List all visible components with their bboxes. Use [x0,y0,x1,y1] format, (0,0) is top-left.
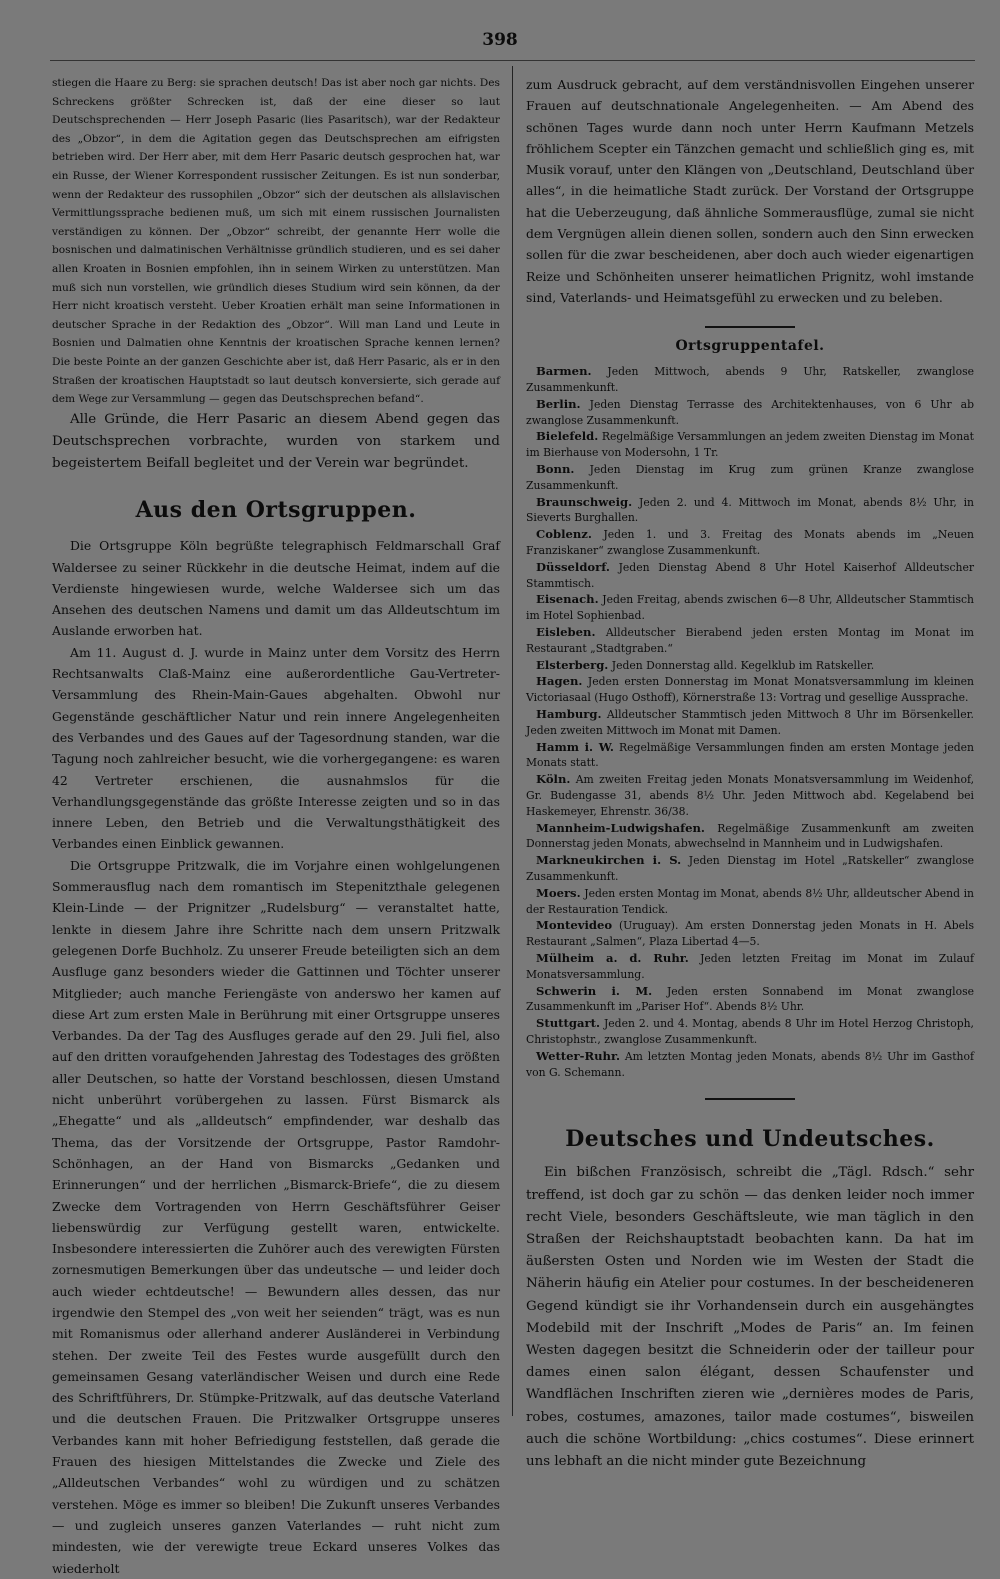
entry-city: Coblenz. [536,527,592,542]
entry-city: Schwerin i. M. [536,983,653,998]
right-column [526,74,975,1469]
list-item [526,886,974,918]
entry-text: Am letzten Montag jeden Monats, abends 8½ Uhr im Gasthof von G. Schemann. [526,1049,975,1079]
list-item [526,674,974,706]
entry-city: Eisleben. [536,625,596,640]
entry-text: Regelmäßige Versammlungen finden am ersten Montage jeden Monats statt. [526,740,975,770]
entry-text: Regelmäßige Versammlungen an jedem zweiten Dienstag im Monat im Bierhause von Modersohn, 1 Tr. [526,430,974,460]
entry-text: Jeden ersten Donnerstag im Monat Monatsversammlung im kleinen Victoriasaal (Hugo Osthoff), Körnerstraße 13: Vortrag und gesellige Aussprache. [526,675,974,705]
entry-text: Jeden ersten Sonnabend im Monat zwanglose Zusammenkunft im „Pariser Hof“. Abends 8½ Uhr. [526,984,975,1014]
list-item [526,853,974,885]
page-number: 398 [482,30,518,50]
list-item [526,951,974,983]
header-rule [50,60,975,61]
entry-text: Jeden Dienstag Terrasse des Architektenhauses, von 6 Uhr ab zwanglose Zusammenkunft. [526,397,974,427]
entry-text: Jeden Donnerstag alld. Kegelklub im Ratskeller. [611,658,875,672]
paragraph-pritzwalk: Die Ortsgruppe Pritzwalk, die im Vorjahre einen wohlgelungenen Sommerausflug nach dem romantisch im Stepenitzthale gelegenen Klein-Linde — der Prignitzer „Rudelsburg“ — veranstaltet hatte, lenkte in diesem Jahre ihre Schritte nach dem unsern Pritzwalk gelegenen Dorfe Buchholz. Zu unserer Freude beteiligten sich an dem Ausfluge ganz besonders wieder die Gattinnen und Töchter unserer Mitglieder; auch manche Feriengäste von anderswo her kamen auf diese Art zum ersten Male in Berührung mit einer Ortsgruppe unseres Verbandes. Da der Tag des Ausfluges gerade auf den 29. Juli fiel, also auf den dritten voraufgehenden Jahrestag des Todestages des größten aller Deutschen, so hatte der Vorstand beschlossen, diesen Umstand nicht unberührt vorübergehen zu lassen. Fürst Bismarck als „Ehegatte“ und als „alldeutsch“ empfindender, war deshalb das Thema, das der Vorsitzende der Ortsgruppe, Pastor Ramdohr-Schönhagen, an der Hand von Bismarcks „Gedanken und Erinnerungen“ und der herrlichen „Bismarck-Briefe“, die zu diesem Zwecke dem Vortragenden von Herrn Geschäftsführer Geiser liebenswürdig zur Verfügung gestellt waren, entwickelte. Insbesondere interessierten die Zuhörer auch des verewigten Fürsten zornesmutigen Bemerkungen über das undeutsche — und leider doch auch wieder echtdeutsche! — Bewundern alles dessen, das nur irgendwie den Stempel des „von weit her seienden“ trägt, was es nun mit Romanismus oder allerhand anderer Ausländerei in Verbindung stehen. Der zweite Teil des Festes wurde ausgefüllt durch den gemeinsamen Gesang vaterländischer Weisen und durch eine Rede des Schriftführers, Dr. Stümpke-Pritzwalk, auf das deutsche Vaterland und die deutschen Frauen. Die Pritzwalker Ortsgruppe unseres Verbandes kann mit hoher Befriedigung feststellen, daß gerade die Frauen des hiesigen Mittelstandes die Zwecke und Ziele des „Alldeutschen Verbandes“ wohl zu würdigen und zu schätzen verstehen. Möge es immer so bleiben! Die Zukunft unseres Verbandes — und zugleich unseres ganzen Vaterlandes — ruht nicht zum mindesten, wie der verewigte treue Eckard unseres Volkes das wiederholt [52,857,500,1576]
entry-text: Jeden Dienstag im Krug zum grünen Kranze zwanglose Zusammenkunft. [526,463,974,492]
paragraph-reasons: Alle Gründe, die Herr Pasaric an diesem Abend gegen das Deutschsprechen vorbrachte, wurden von starkem und begeistertem Beifall begleitet und der Verein war begründet. [52,411,500,472]
entry-text: Regelmäßige Zusammenkunft am zweiten Donnerstag jeden Monats, abwechselnd in Mannheim und in Ludwigshafen. [526,821,974,851]
section-heading-ortsgruppentafel: Ortsgruppentafel. [675,338,825,355]
list-item [526,560,974,592]
entry-city: Bielefeld. [536,429,599,444]
entry-city: Markneukirchen i. S. [536,853,682,868]
entry-city: Bonn. [536,462,575,477]
list-item [526,364,974,396]
list-item [526,495,974,527]
entry-city: Moers. [536,885,581,900]
entry-city: Barmen. [536,364,592,379]
ortsgruppen-list [526,364,974,1080]
list-item [526,821,974,853]
column-divider [512,66,513,1416]
entry-city: Hamburg. [536,707,602,721]
entry-city: Montevideo [536,918,613,933]
entry-text: Jeden Dienstag Abend 8 Uhr Hotel Kaiserhof Alldeutscher Stammtisch. [526,560,974,590]
entry-city: Elsterberg. [536,657,609,672]
entry-text: Am zweiten Freitag jeden Monats Monatsversammlung im Weidenhof, Gr. Budengasse 31, abends 8½ Uhr. Jeden Mittwoch abd. Kegelabend bei Haskemeyer, Ehrenstr. 36/38. [526,773,974,818]
entry-city: Mülheim a. d. Ruhr. [536,950,689,965]
entry-text: Jeden 1. und 3. Freitag des Monats abends im „Neuen Franziskaner“ zwanglose Zusammenkunft. [526,528,974,558]
list-item [526,397,974,429]
section-heading-deutsches: Deutsches und Undeutsches. [565,1126,935,1153]
entry-text: Jeden 2. und 4. Mittwoch im Monat, abends 8½ Uhr, in Sieverts Burghallen. [526,495,974,525]
section-heading-ortsgruppen: Aus den Ortsgruppen. [135,497,417,524]
list-item [526,1049,974,1081]
paragraph-pasaric: stiegen die Haare zu Berg: sie sprachen deutsch! Das ist aber noch gar nichts. Des Schreckens größter Schrecken ist, daß der eine dieser so laut Deutschsprechenden — Herr Joseph Pasaric (lies Pasaritsch), war der Redakteur des „Obzor“, in dem die Agitation gegen das Deutschsprechen am eifrigsten betrieben wird. Der Herr aber, mit dem Herr Pasaric deutsch gesprochen hat, war ein Russe, der Wiener Korrespondent russischer Zeitungen. Es ist nun sonderbar, wenn der Redakteur des russophilen „Obzor“ sich der deutschen als allslavischen Vermittlungssprache bedienen muß, um sich mit einem russischen Journalisten verständigen zu können. Der „Obzor“ schreibt, der genannte Herr wolle die bosnischen und dalmatinischen Verhältnisse gründlich studieren, und es sei daher allen Kroaten in Bosnien empfohlen, ihn in seinem Wirken zu unterstützen. Man muß sich nun vorstellen, wie gründlich dieses Studium wird sein können, da der Herr nicht kroatisch versteht. Ueber Kroatien erhält man seine Informationen in deutscher Sprache in der Redaktion des „Obzor“. Will man Land und Leute in Bosnien und Dalmatien ohne Kenntnis der kroatischen Sprache kennen lernen? Die beste Pointe an der ganzen Geschichte aber ist, daß Herr Pasaric, als er in den Straßen der kroatischen Hauptstadt so laut deutsch konversierte, sich gerade auf dem Wege zur Versammlung — gegen das Deutschsprechen befand“. [52,77,500,406]
entry-text: Alldeutscher Stammtisch jeden Mittwoch 8 Uhr im Börsenkeller. Jeden zweiten Mittwoch im Monat mit Damen. [526,708,974,737]
list-item [526,772,974,819]
entry-city: Eisenach. [536,592,599,607]
section-divider [705,1098,795,1100]
list-item [526,527,974,559]
entry-city: Wetter-Ruhr. [536,1048,621,1063]
entry-city: Hamm i. W. [536,739,614,754]
list-item [526,592,974,624]
entry-text: Jeden letzten Freitag im Monat im Zulauf Monatsversammlung. [526,951,974,981]
entry-text: Jeden Dienstag im Hotel „Ratskeller“ zwanglose Zusammenkunft. [526,854,974,883]
entry-city: Hagen. [536,674,583,689]
entry-city: Braunschweig. [536,494,633,509]
entry-city: Düsseldorf. [536,559,610,574]
entry-text: Jeden Mittwoch, abends 9 Uhr, Ratskeller, zwanglose Zusammenkunft. [526,365,974,395]
list-item [526,984,974,1016]
list-item [526,462,974,494]
list-item [526,658,974,674]
section-divider [705,326,795,328]
paragraph-mainz: Am 11. August d. J. wurde in Mainz unter dem Vorsitz des Herrn Rechtsanwalts Claß-Mainz eine außerordentliche Gau-Vertreter-Versammlung des Rhein-Main-Gaues abgehalten. Obwohl nur Gegenstände geschäftlicher Natur und rein innere Angelegenheiten des Verbandes und des Gaues auf der Tagesordnung standen, war die Tagung noch zahlreicher besucht, wie die vorhergegangene: es waren 42 Vertreter erschienen, die ausnahmslos für die Verhandlungsgegenstände das größte Interesse zeigten und so in das innere Leben, den Betrieb und die Verwaltungsthätigkeit des Verbandes einen Einblick gewannen. [52,644,500,852]
list-item [526,707,974,739]
entry-text: (Uruguay). Am ersten Donnerstag jeden Monats in H. Abels Restaurant „Salmen“, Plaza Libertad 4—5. [526,919,975,949]
paragraph-koeln: Die Ortsgruppe Köln begrüßte telegraphisch Feldmarschall Graf Waldersee zu seiner Rückkehr in die deutsche Heimat, indem auf die Verdienste hingewiesen wurde, welche Waldersee sich um das Ansehen des deutschen Namens und damit um das Alldeutschtum im Auslande erworben hat. [52,538,500,639]
list-item [526,740,974,772]
list-item [526,429,974,461]
paragraph-franzoesisch: Ein bißchen Französisch, schreibt die „Tägl. Rdsch.“ sehr treffend, ist doch gar zu schön — das denken leider noch immer recht Viele, besonders Geschäftsleute, wie man täglich in den Straßen der Reichshauptstadt beobachten kann. Da hat im äußersten Osten und Norden wie im Westen der Stadt die Näherin häufig ein Atelier pour costumes. In der bescheideneren Gegend kündigt sie ihr Vorhandensein durch ein ausgehängtes Modebild mit der Inschrift „Modes de Paris“ an. Im feinen Westen dagegen besitzt die Schneiderin oder der tailleur pour dames einen salon élégant, dessen Schaufenster und Wandflächen Inschriften zieren wie „dernières modes de Paris, robes, costumes, amazones, tailor made costumes“, bisweilen auch die schöne Wortbildung: „chics costumes“. Diese erinnert uns lebhaft an die nicht minder gute Bezeichnung [526,1165,974,1469]
list-item [526,1016,974,1048]
entry-text: Jeden ersten Montag im Monat, abends 8½ Uhr, alldeutscher Abend in der Restauration Tendick. [526,886,974,916]
entry-city: Mannheim-Ludwigshafen. [536,820,705,835]
entry-text: Jeden Freitag, abends zwischen 6—8 Uhr, Alldeutscher Stammtisch im Hotel Sophienbad. [526,593,975,623]
paragraph-pritzwalk-continued: zum Ausdruck gebracht, auf dem verständnisvollen Eingehen unserer Frauen auf deutschnationale Angelegenheiten. — Am Abend des schönen Tages wurde dann noch unter Herrn Kaufmann Metzels fröhlichem Scepter ein Tänzchen gemacht und schließlich ging es, mit Musik vorauf, unter den Klängen von „Deutschland, Deutschland über alles“, in die heimatliche Stadt zurück. Der Vorstand der Ortsgruppe hat die Ueberzeugung, daß ähnliche Sommerausflüge, zumal sie nicht dem Vergnügen allein dienen sollen, sondern auch den Sinn erwecken sollen für die zwar bescheidenen, aber doch auch wieder eigenartigen Reize und Schönheiten unserer heimatlichen Prignitz, wohl imstande sind, Vaterlands- und Heimatsgefühl zu erwecken und zu beleben. [526,77,974,305]
entry-city: Köln. [536,772,571,787]
list-item [526,918,974,950]
entry-text: Alldeutscher Bierabend jeden ersten Montag im Monat im Restaurant „Stadtgraben.“ [526,626,974,655]
left-column [52,74,500,1576]
entry-text: Jeden 2. und 4. Montag, abends 8 Uhr im Hotel Herzog Christoph, Christophstr., zwanglose Zusammenkunft. [526,1017,974,1046]
entry-city: Berlin. [536,396,581,411]
list-item [526,625,974,657]
entry-city: Stuttgart. [536,1016,600,1031]
